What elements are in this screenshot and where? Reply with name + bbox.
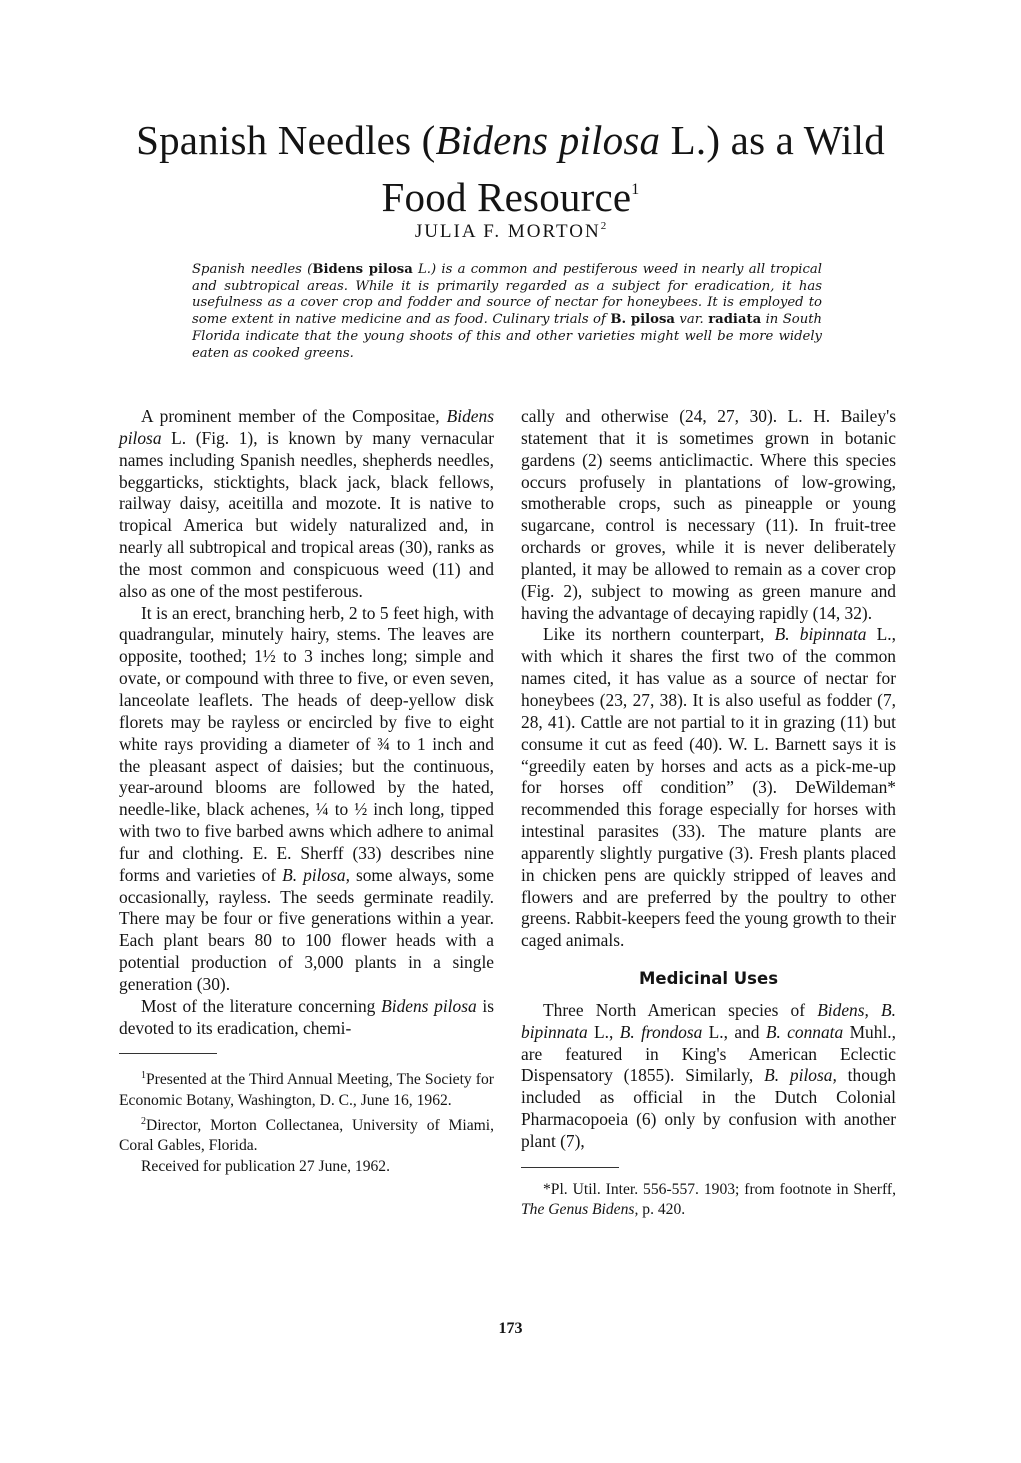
footnote-1: $^1$Presented at the Third Annual Meeting, The Society for Economic Botany, Washington, D. C., June 16, 1962. (119, 1070, 494, 1110)
body-paragraph: It is an erect, branching herb, 2 to 5 feet high, with quadrangular, minutely hairy, stems. The leaves are opposite, toothed; 1½ to 3 inches long; simple and ovate, or compound with three to five, or even seven, lanceolate leaflets. The heads of deep-yellow disk florets may be rayless or encircled by five to eight white rays providing a diameter of ¾ to 1 inch and the pleasant aspect of daisies; but the continuous, year-around blooms are followed by the hated, needle-like, black achenes, ¼ to ½ inch long, tipped with two to five barbed awns which adhere to animal fur and clothing. E. E. Sherff (33) describes nine forms and varieties of B. pilosa, some always, some occasionally, rayless. The seeds germinate readily. There may be four or five generations within a year. Each plant bears 80 to 100 flower heads with a potential production of 3,000 plants in a single generation (30). (119, 602, 494, 994)
left-column (119, 406, 494, 1177)
footnote-divider (119, 1053, 217, 1054)
footnotes (119, 1066, 494, 1177)
body-paragraph: Like its northern counterpart, B. bipinnata L., with which it shares the first two of the common names cited, it has value as a source of nectar for honeybees (23, 27, 38). It is also useful as fodder (7, 28, 41). Cattle are not partial to it in grazing (11) but consume it cut as feed (40). W. L. Barnett says it is “greedily eaten by horses and acts as a pick-me-up for horses off condition” (3). DeWildeman* recommended this forage especially for horses with intestinal parasites (33). The mature plants are apparently slightly purgative (3). Fresh plants placed in chicken pens are quickly stripped of leaves and flowers and are preferred by the poultry to other greens. Rabbit-keepers feed the young growth to their caged animals. (521, 624, 896, 951)
abstract: Spanish needles (Bidens pilosa L.) is a common and pestiferous weed in nearly all tropical and subtropical areas. While it is primarily regarded as a subject for eradication, it has usefulness as a cover crop and fodder and source of nectar for honeybees. It is employed to some extent in native medicine and as food. Culinary trials of B. pilosa var. radiata in South Florida indicate that the young shoots of this and other varieties might well be more widely eaten as cooked greens. (192, 262, 823, 361)
article-title-line-2: Food Resource$^1$ (381, 174, 640, 220)
received-date: Received for publication 27 June, 1962. (141, 1157, 391, 1175)
body-paragraph: A prominent member of the Compositae, Bidens pilosa L. (Fig. 1), is known by many vernacular names including Spanish needles, shepherds needles, beggarticks, sticktights, black jack, black fellows, railway daisy, aceitilla and mozote. It is native to tropical America but widely naturalized and, in nearly all subtropical and tropical areas (30), ranks as the most common and conspicuous weed (11) and also as one of the most pestiferous. (119, 406, 494, 601)
article-title-line-1: Spanish Needles (Bidens pilosa L.) as a Wild (136, 117, 885, 163)
right-column (521, 406, 896, 1221)
author-name: JULIA F. MORTON$^2$ (414, 220, 607, 242)
page-number: 173 (498, 1320, 523, 1337)
section-heading: Medicinal Uses (638, 969, 779, 989)
footnote-2: $^2$Director, Morton Collectanea, University of Miami, Coral Gables, Florida. (119, 1115, 494, 1155)
body-paragraph: Most of the literature concerning Bidens pilosa is devoted to its eradication, chemi- (119, 995, 495, 1038)
title-footnote-mark: 1 (631, 181, 640, 198)
title-species-name: Bidens pilosa (435, 117, 661, 163)
footnote-divider (521, 1167, 619, 1168)
body-paragraph: Three North American species of Bidens, B. bipinnata L., B. frondosa L., and B. connata Muhl., are featured in King's American Eclectic Dispensatory (1855). Similarly, B. pilosa, though included as official in the Dutch Colonial Pharmacopoeia (6) only by confusion with another plant (7), (521, 999, 896, 1151)
footnotes (521, 1180, 896, 1221)
footnote-star: *Pl. Util. Inter. 556-557. 1903; from footnote in Sherff, The Genus Bidens, p. 420. (521, 1180, 896, 1219)
author-footnote-mark: 2 (600, 220, 607, 232)
body-paragraph: cally and otherwise (24, 27, 30). L. H. Bailey's statement that it is sometimes grown in botanic gardens (2) seems anticlimactic. Where this species occurs profusely in plantations of low-growing, smotherable crops, such as pineapple or young sugarcane, control is necessary (11). In fruit-tree orchards or groves, while it is never deliberately planted, it may be allowed to remain as a cover crop (Fig. 2), subject to mowing as green manure and having the advantage of decaying rapidly (14, 32). (521, 406, 896, 623)
